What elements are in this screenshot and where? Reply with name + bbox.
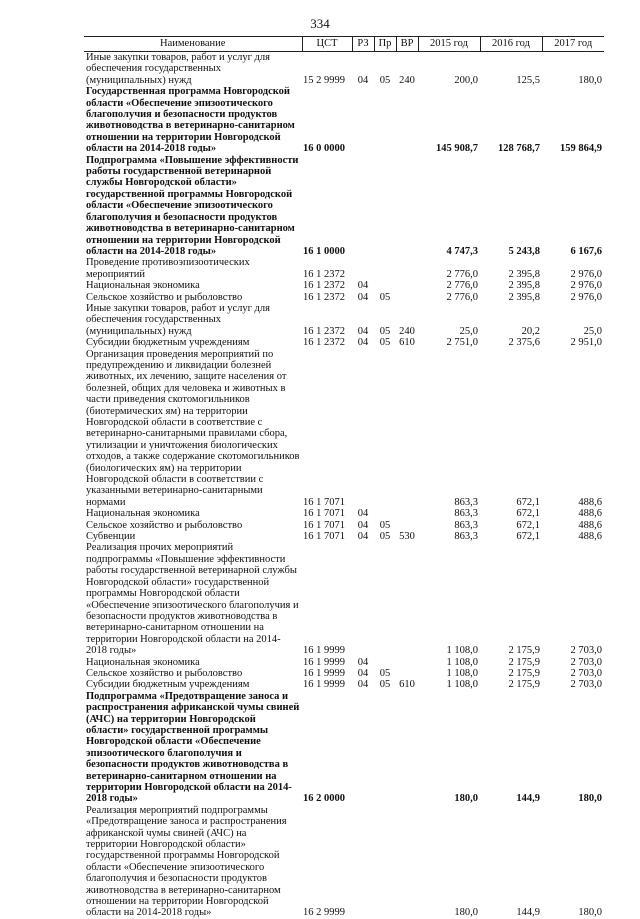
- row-rz: 04: [357, 74, 369, 86]
- table-row: [84, 257, 604, 280]
- row-vr: 610: [399, 679, 415, 691]
- row-value-2017: 2 976,0: [570, 280, 602, 292]
- row-value-2017: 2 703,0: [570, 645, 602, 657]
- row-name: Субвенции: [86, 531, 136, 543]
- row-value-2015: 1 108,0: [446, 645, 478, 657]
- row-cst: 16 1 7071: [303, 519, 345, 531]
- row-value-2015: 1 108,0: [446, 656, 478, 668]
- table-row: [84, 52, 604, 87]
- table-row: [84, 337, 604, 348]
- row-value-2015: 200,0: [454, 74, 478, 86]
- row-vr: [396, 508, 418, 519]
- row-cst: 16 2 9999: [303, 907, 345, 919]
- row-cst: 16 1 7071: [303, 531, 345, 543]
- row-value-2015: 2 751,0: [446, 337, 478, 349]
- row-cst: 16 1 7071: [303, 508, 345, 520]
- row-name: Государственная программа Новгородской области «Обеспечение эпизоотического благополучия и безопасности продуктов животноводства в ветеринарно-санитарном отношении на территории Новгородской области на 2014-2018 годы»: [86, 86, 295, 155]
- row-vr: [396, 542, 418, 656]
- row-value-2017: 2 703,0: [570, 679, 602, 691]
- row-value-2016: 672,1: [516, 508, 540, 520]
- page-number: 334: [310, 16, 330, 31]
- row-rz: 04: [357, 280, 369, 292]
- table-row: [84, 691, 604, 805]
- row-rz: [352, 86, 374, 154]
- table-row: [84, 349, 604, 509]
- table-row: [84, 805, 604, 919]
- row-rz: [352, 691, 374, 805]
- row-rz: 04: [357, 519, 369, 531]
- row-value-2017: 2 703,0: [570, 667, 602, 679]
- row-pr: 05: [379, 74, 391, 86]
- row-name: Национальная экономика: [86, 508, 200, 520]
- header-vr: ВР: [396, 37, 418, 52]
- row-rz: 04: [357, 531, 369, 543]
- table-header-row: [84, 37, 604, 52]
- row-name: Субсидии бюджетным учреждениям: [86, 679, 250, 691]
- row-value-2017: 2 976,0: [570, 291, 602, 303]
- row-value-2017: 180,0: [578, 793, 602, 805]
- row-cst: 16 1 2372: [303, 268, 345, 280]
- row-cst: 16 1 9999: [303, 667, 345, 679]
- row-vr: [396, 280, 418, 291]
- row-name: Проведение противоэпизоотических мероприятий: [86, 257, 250, 280]
- row-vr: [396, 668, 418, 679]
- row-rz: 04: [357, 291, 369, 303]
- row-name: Подпрограмма «Предотвращение заноса и распространения африканской чумы свиней (АЧС) на территории Новгородской области» государственной программы Новгородской области «Обеспечение эпизоотического благополучия и безопасности продуктов животноводства в ветеринарно-санитарном отношении на территории Новгородской области на 2014-2018 годы»: [86, 690, 300, 805]
- row-vr: [396, 520, 418, 531]
- row-value-2016: 2 395,8: [508, 268, 540, 280]
- row-name: Сельское хозяйство и рыболовство: [86, 291, 243, 303]
- row-rz: [352, 349, 374, 509]
- row-value-2015: 180,0: [454, 793, 478, 805]
- row-value-2016: 672,1: [516, 531, 540, 543]
- row-value-2016: 2 375,6: [508, 337, 540, 349]
- row-rz: [352, 155, 374, 258]
- row-name: Реализация мероприятий подпрограммы «Предотвращение заноса и распространения африканской чумы свиней (АЧС) на территории Новгородской области» государственной программы Новгородской области «Обеспечение эпизоотического благополучия и безопасности продуктов животноводства в ветеринарно-санитарном отношении на территории Новгородской области на 2014-2018 годы»: [86, 804, 287, 919]
- table-row: [84, 542, 604, 656]
- row-value-2015: 2 776,0: [446, 291, 478, 303]
- header-name: Наименование: [84, 37, 302, 52]
- row-value-2017: 488,6: [578, 508, 602, 520]
- row-rz: [352, 257, 374, 280]
- row-pr: [374, 155, 396, 258]
- row-value-2015: 145 908,7: [436, 143, 478, 155]
- row-name: Реализация прочих мероприятий подпрограммы «Повышение эффективности работы государственной ветеринарной службы Новгородской области» государственной программы Новгородской области «Обеспечение эпизоотического благополучия и безопасности продуктов животноводства в ветеринарно-санитарном отношении на территории Новгородской области на 2014-2018 годы»: [86, 542, 299, 657]
- row-value-2017: 2 703,0: [570, 656, 602, 668]
- row-pr: [374, 86, 396, 154]
- row-vr: [396, 292, 418, 303]
- row-value-2016: 672,1: [516, 496, 540, 508]
- row-cst: 16 1 2372: [303, 291, 345, 303]
- table-row: [84, 155, 604, 258]
- row-pr: 05: [379, 337, 391, 349]
- row-rz: 04: [357, 325, 369, 337]
- row-value-2015: 863,3: [454, 519, 478, 531]
- row-rz: 04: [357, 679, 369, 691]
- row-pr: [374, 657, 396, 668]
- row-vr: 240: [399, 74, 415, 86]
- row-cst: 16 1 0000: [303, 245, 345, 257]
- row-rz: 04: [357, 337, 369, 349]
- row-value-2016: 2 175,9: [508, 679, 540, 691]
- table-row: [84, 508, 604, 519]
- table-row: [84, 303, 604, 337]
- row-vr: [396, 691, 418, 805]
- row-name: Сельское хозяйство и рыболовство: [86, 667, 243, 679]
- row-cst: 16 1 9999: [303, 679, 345, 691]
- row-pr: [374, 280, 396, 291]
- row-value-2016: 20,2: [521, 325, 540, 337]
- row-value-2016: 2 175,9: [508, 645, 540, 657]
- row-value-2015: 863,3: [454, 531, 478, 543]
- row-name: Организация проведения мероприятий по предупреждению и ликвидации болезней животных, их лечению, защите населения от болезней, общих для человека и животных в части приведения скотомогильников (биотермических ям) на территории Новгородской области в соответствие с ветеринарно-санитарными правилами сбора, утилизации и уничтожения биологических отходов, а также содержание скотомогильников (биологических ям) на территории Новгородской области в соответствии с указанными ветеринарно-санитарными нормами: [86, 348, 300, 508]
- table-row: [84, 292, 604, 303]
- row-value-2017: 488,6: [578, 496, 602, 508]
- row-vr: [396, 349, 418, 509]
- row-value-2017: 488,6: [578, 531, 602, 543]
- row-vr: [396, 257, 418, 280]
- row-cst: 16 1 2372: [303, 325, 345, 337]
- row-cst: 16 0 0000: [303, 143, 345, 155]
- row-pr: [374, 349, 396, 509]
- table-row: [84, 668, 604, 679]
- row-value-2015: 4 747,3: [446, 245, 478, 257]
- header-rz: РЗ: [352, 37, 374, 52]
- row-vr: [396, 805, 418, 919]
- row-rz: [352, 542, 374, 656]
- header-2017: 2017 год: [542, 37, 604, 52]
- row-cst: 16 1 9999: [303, 645, 345, 657]
- row-cst: 15 2 9999: [303, 74, 345, 86]
- row-value-2017: 159 864,9: [560, 143, 602, 155]
- row-vr: 610: [399, 337, 415, 349]
- row-value-2016: 2 175,9: [508, 667, 540, 679]
- row-cst: 16 2 0000: [303, 793, 345, 805]
- row-value-2017: 488,6: [578, 519, 602, 531]
- row-pr: 05: [379, 519, 391, 531]
- row-pr: 05: [379, 679, 391, 691]
- row-value-2016: 125,5: [516, 74, 540, 86]
- row-value-2016: 2 395,8: [508, 280, 540, 292]
- table-row: [84, 86, 604, 154]
- row-value-2015: 1 108,0: [446, 679, 478, 691]
- row-value-2015: 2 776,0: [446, 280, 478, 292]
- row-pr: [374, 691, 396, 805]
- row-value-2017: 180,0: [578, 907, 602, 919]
- row-value-2017: 6 167,6: [570, 245, 602, 257]
- row-value-2017: 25,0: [583, 325, 602, 337]
- row-name: Иные закупки товаров, работ и услуг для обеспечения государственных (муниципальных) нужд: [86, 302, 270, 337]
- row-value-2015: 2 776,0: [446, 268, 478, 280]
- row-value-2015: 180,0: [454, 907, 478, 919]
- row-vr: [396, 155, 418, 258]
- header-pr: Пр: [374, 37, 396, 52]
- row-value-2016: 144,9: [516, 907, 540, 919]
- row-name: Национальная экономика: [86, 656, 200, 668]
- row-pr: 05: [379, 667, 391, 679]
- row-pr: 05: [379, 531, 391, 543]
- table-row: [84, 531, 604, 542]
- header-2016: 2016 год: [480, 37, 542, 52]
- row-value-2015: 1 108,0: [446, 667, 478, 679]
- row-rz: 04: [357, 667, 369, 679]
- row-value-2017: 180,0: [578, 74, 602, 86]
- table-row: [84, 657, 604, 668]
- row-value-2017: 2 951,0: [570, 337, 602, 349]
- row-name: Подпрограмма «Повышение эффективности работы государственной ветеринарной службы Новгородской области» государственной программы Новгородской области «Обеспечение эпизоотического благополучия и безопасности продуктов животноводства в ветеринарно-санитарном отношении на территории Новгородской области на 2014-2018 годы»: [86, 154, 299, 257]
- row-value-2017: 2 976,0: [570, 268, 602, 280]
- table-row: [84, 280, 604, 291]
- row-value-2016: 144,9: [516, 793, 540, 805]
- row-vr: [396, 657, 418, 668]
- row-value-2016: 2 395,8: [508, 291, 540, 303]
- row-pr: [374, 542, 396, 656]
- row-rz: 04: [357, 508, 369, 520]
- row-cst: 16 1 2372: [303, 337, 345, 349]
- row-name: Иные закупки товаров, работ и услуг для обеспечения государственных (муниципальных) нужд: [86, 52, 270, 86]
- row-pr: [374, 257, 396, 280]
- row-value-2016: 2 175,9: [508, 656, 540, 668]
- row-name: Национальная экономика: [86, 280, 200, 292]
- row-value-2015: 25,0: [459, 325, 478, 337]
- row-pr: 05: [379, 291, 391, 303]
- budget-table: [84, 36, 604, 919]
- row-name: Сельское хозяйство и рыболовство: [86, 519, 243, 531]
- row-value-2015: 863,3: [454, 496, 478, 508]
- row-rz: 04: [357, 656, 369, 668]
- row-vr: 240: [399, 325, 415, 337]
- row-value-2016: 5 243,8: [508, 245, 540, 257]
- table-row: [84, 679, 604, 690]
- row-value-2016: 128 768,7: [498, 143, 540, 155]
- table-row: [84, 520, 604, 531]
- row-vr: [396, 86, 418, 154]
- row-name: Субсидии бюджетным учреждениям: [86, 337, 250, 349]
- row-value-2015: 863,3: [454, 508, 478, 520]
- header-2015: 2015 год: [418, 37, 480, 52]
- header-cst: ЦСТ: [302, 37, 352, 52]
- row-vr: 530: [399, 531, 415, 543]
- row-pr: [374, 805, 396, 919]
- row-pr: [374, 508, 396, 519]
- row-rz: [352, 805, 374, 919]
- row-cst: 16 1 2372: [303, 280, 345, 292]
- row-value-2016: 672,1: [516, 519, 540, 531]
- row-pr: 05: [379, 325, 391, 337]
- row-cst: 16 1 7071: [303, 496, 345, 508]
- row-cst: 16 1 9999: [303, 656, 345, 668]
